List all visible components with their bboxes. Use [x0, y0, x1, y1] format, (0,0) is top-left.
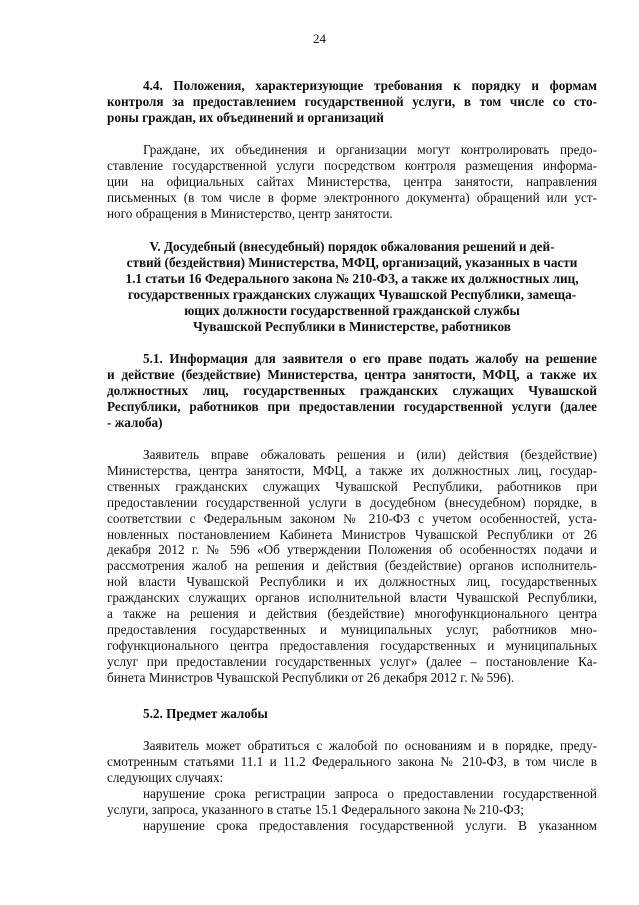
paragraph-line: смотренным статьями 11.1 и 11.2 Федерального закона № 210-ФЗ, в том числе в	[107, 753, 597, 769]
paragraph-line: Министерства, центра занятости, МФЦ, а также их должностных лиц, государ-	[107, 462, 597, 478]
heading-line: 5.1. Информация для заявителя о его праве подать жалобу на решение	[143, 351, 597, 366]
paragraph-line: Заявитель вправе обжаловать решения и (или) действия (бездействие)	[143, 447, 597, 462]
section-5-2-heading	[107, 706, 597, 722]
paragraph-line: ции на официальных сайтах Министерства, центра занятости, направления	[107, 173, 597, 189]
paragraph-line: Граждане, их объединения и организации могут контролировать предо-	[143, 142, 597, 157]
heading-line: должностных лиц, государственных гражданских служащих Чувашской	[107, 382, 597, 398]
paragraph-line: ставление государственной услуги посредством контроля размещения информа-	[107, 157, 597, 173]
section-5-2-paragraph	[107, 738, 597, 786]
section-v-heading	[107, 239, 597, 334]
paragraph-line: нарушение срока регистрации запроса о предоставлении государственной	[143, 786, 597, 801]
page-number: 24	[313, 31, 326, 46]
section-5-2-list-item	[107, 786, 597, 818]
heading-line: 4.4. Положения, характеризующие требования к порядку и формам	[143, 78, 597, 93]
heading-line: государственных гражданских служащих Чувашской Республики, замеща-	[127, 286, 577, 302]
paragraph-line: Заявитель может обратиться с жалобой по основаниям и в порядке, преду-	[143, 738, 597, 753]
paragraph-line: ственных гражданских служащих Чувашской Республики, работников при	[107, 478, 597, 494]
heading-line: контроля за предоставлением государственной услуги, в том числе со сто-	[107, 93, 597, 109]
heading-line: 1.1 статьи 16 Федерального закона № 210-ФЗ, а также их должностных лиц,	[125, 270, 579, 286]
heading-line: 5.2. Предмет жалобы	[143, 706, 268, 721]
paragraph-line: гражданских служащих органов исполнительной власти Чувашской Республики,	[107, 590, 597, 606]
paragraph-line: ного обращения в Министерство, центр занятости.	[107, 205, 393, 221]
paragraph-line: гофункционального центра предоставления государственных и муниципальных	[107, 637, 597, 653]
heading-line: V. Досудебный (внесудебный) порядок обжалования решений и дей-	[149, 239, 555, 254]
paragraph-line: а также на решения и действия (бездействие) многофункционального центра	[107, 606, 597, 622]
paragraph-line: рассмотрения жалоб на решения и действия (бездействие) органов исполнитель-	[107, 558, 597, 574]
paragraph-line: декабря 2012 г. № 596 «Об утверждении Положения об особенностях подачи и	[107, 542, 597, 558]
heading-line: ствий (бездействия) Министерства, МФЦ, организаций, указанных в части	[126, 254, 578, 270]
paragraph-line: предоставлении государственной услуги в досудебном (внесудебном) порядке, в	[107, 494, 597, 510]
heading-line: Чувашской Республики в Министерстве, работников	[193, 318, 511, 334]
paragraph-line: соответствии с Федеральным законом № 210-ФЗ с учетом особенностей, уста-	[107, 510, 597, 526]
paragraph-line: нарушение срока предоставления государственной услуги. В указанном	[143, 818, 597, 833]
paragraph-line: предоставления государственных и муниципальных услуг, работников мно-	[107, 621, 597, 637]
section-5-1-heading	[107, 351, 597, 431]
paragraph-line: письменных (в том числе в форме электронного документа) обращений или уст-	[107, 189, 597, 205]
section-4-4-heading	[107, 78, 597, 126]
paragraph-line: услуги, запроса, указанного в статье 15.1 Федерального закона № 210-ФЗ;	[107, 801, 524, 817]
section-4-4-paragraph	[107, 142, 597, 222]
heading-line: ющих должности государственной гражданской службы	[184, 302, 520, 318]
heading-line: и действие (бездействие) Министерства, центра занятости, МФЦ, а также их	[107, 366, 597, 382]
paragraph-line: следующих случаях:	[107, 769, 224, 785]
paragraph-line: ной власти Чувашской Республики и их должностных лиц, государственных	[107, 574, 597, 590]
heading-line: роны граждан, их объединений и организаций	[107, 109, 384, 125]
heading-line: Республики, работников при предоставлении государственной услуги (далее	[107, 398, 597, 414]
paragraph-line: новленных постановлением Кабинета Министров Чувашской Республики от 26	[107, 526, 597, 542]
paragraph-line: бинета Министров Чувашской Республики от 26 декабря 2012 г. № 596).	[107, 669, 515, 685]
paragraph-line: услуг при предоставлении государственных услуг» (далее – постановление Ка-	[107, 653, 597, 669]
heading-line: - жалоба)	[107, 414, 163, 430]
section-5-1-paragraph	[107, 447, 597, 686]
section-5-2-list-item	[107, 818, 597, 834]
